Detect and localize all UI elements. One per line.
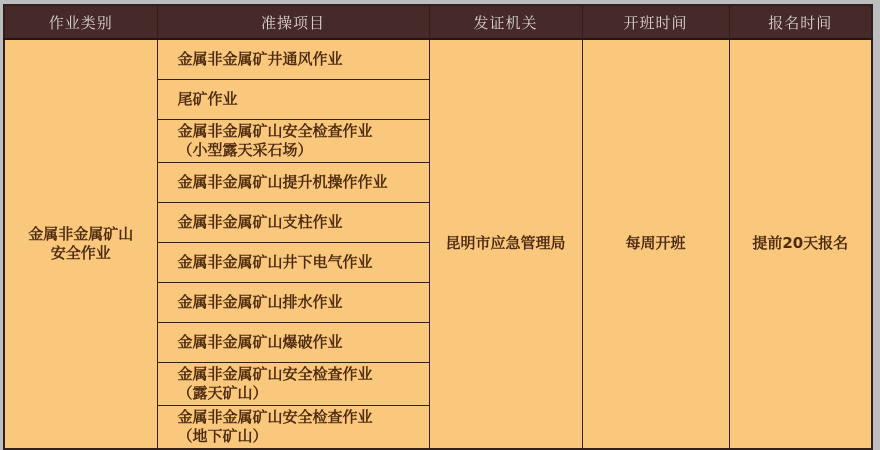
item-text: 金属非金属矿井通风作业 (177, 49, 343, 68)
issuing-authority-cell (429, 39, 582, 449)
item-text: 金属非金属矿山提升机操作作业 (177, 172, 388, 191)
item-text: 金属非金属矿山安全检查作业 (177, 364, 373, 383)
item-cell (157, 242, 429, 282)
item-cell (157, 282, 429, 322)
header-row (4, 5, 872, 39)
item-text: 金属非金属矿山井下电气作业 (177, 252, 373, 271)
category-line2: 安全作业 (50, 243, 111, 262)
item-cell (157, 162, 429, 202)
item-text: 金属非金属矿山爆破作业 (177, 332, 343, 351)
item-text-line2: （小型露天采石场） (177, 140, 313, 159)
registration-time-text: 提前20天报名 (752, 234, 849, 253)
course-table (3, 4, 873, 450)
item-text: 金属非金属矿山排水作业 (177, 292, 343, 311)
item-text-line2: （地下矿山） (177, 426, 268, 445)
header-cell-registration-time: 报名时间 (729, 5, 872, 39)
item-cell (157, 322, 429, 362)
registration-time-cell (729, 39, 872, 449)
class-start-time-text: 每周开班 (625, 234, 686, 253)
item-cell (157, 39, 429, 79)
class-start-time-cell (582, 39, 729, 449)
item-text-line2: （露天矿山） (177, 383, 268, 402)
item-cell (157, 202, 429, 242)
issuing-authority-text: 昆明市应急管理局 (445, 234, 566, 253)
item-text: 金属非金属矿山支柱作业 (177, 212, 343, 231)
item-text: 金属非金属矿山安全检查作业 (177, 407, 373, 426)
item-text: 尾矿作业 (177, 89, 238, 108)
item-cell (157, 79, 429, 119)
item-text: 金属非金属矿山安全检查作业 (177, 121, 373, 140)
course-table-wrapper (3, 4, 873, 450)
item-cell (157, 405, 429, 449)
category-line1: 金属非金属矿山 (28, 224, 134, 243)
header-cell-permitted-items: 准操项目 (157, 5, 429, 39)
header-cell-issuing-authority: 发证机关 (429, 5, 582, 39)
item-cell (157, 119, 429, 162)
header-cell-class-start-time: 开班时间 (582, 5, 729, 39)
table-row (4, 39, 872, 79)
header-cell-category: 作业类别 (4, 5, 157, 39)
item-cell (157, 362, 429, 405)
category-cell (4, 39, 157, 449)
